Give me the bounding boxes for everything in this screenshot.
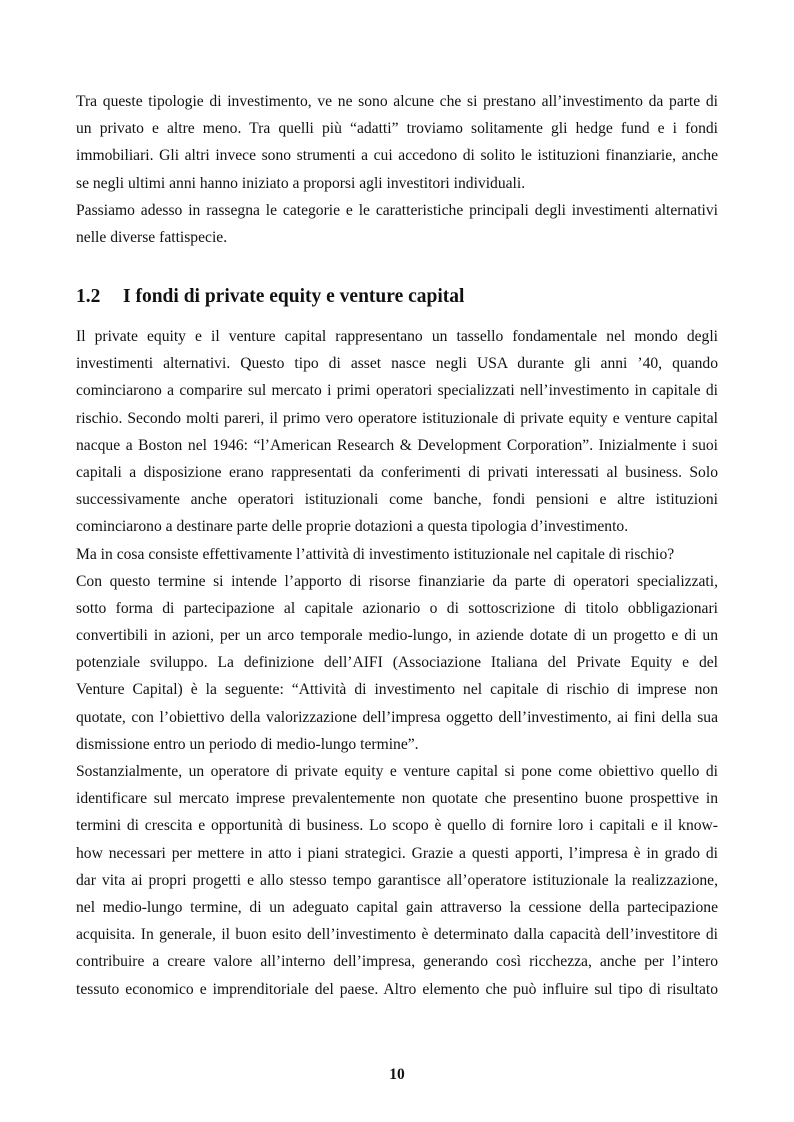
- text-line: dar vita ai propri progetti e allo stesso tempo garantisce all’operatore istituzionale la realizzazione,: [76, 871, 718, 889]
- section-heading: [76, 286, 464, 308]
- intro-paragraph: [76, 88, 718, 251]
- section-body: [76, 323, 718, 1003]
- text-line: dismissione entro un periodo di medio-lungo termine”.: [76, 735, 419, 753]
- text-line: convertibili in azioni, per un arco temporale medio-lungo, in aziende dotate di un progetto e di un: [76, 627, 718, 645]
- text-line: Ma in cosa consiste effettivamente l’attività di investimento istituzionale nel capitale di rischio?: [76, 545, 675, 563]
- text-line: investimenti alternativi. Questo tipo di asset nasce negli USA durante gli anni ’40, quando: [76, 355, 718, 373]
- text-line: Tra queste tipologie di investimento, ve ne sono alcune che si prestano all’investimento da parte di: [76, 93, 718, 110]
- text-line: nelle diverse fattispecie.: [76, 228, 228, 246]
- section-number: 1.2: [76, 286, 101, 307]
- text-line: how necessari per mettere in atto i piani strategici. Grazie a questi apporti, l’impresa è in grado di: [76, 844, 718, 862]
- text-line: immobiliari. Gli altri invece sono strumenti a cui accedono di solito le istituzioni finanziarie, anche: [76, 147, 718, 165]
- text-line: nel medio-lungo termine, di un adeguato capital gain attraverso la cessione della partecipazione: [76, 898, 718, 916]
- text-line: identificare sul mercato imprese prevalentemente non quotate che presentino buone prospettive in: [76, 790, 718, 808]
- text-line: contribuire a creare valore all’interno dell’impresa, generando così ricchezza, anche per l’intero: [76, 953, 718, 971]
- text-line: rischio. Secondo molti pareri, il primo vero operatore istituzionale di private equity e venture capital: [76, 409, 718, 427]
- page-number: 10: [389, 1066, 405, 1083]
- text-line: cominciarono a comparire sul mercato i primi operatori specializzati nell’investimento in capitale di: [76, 382, 718, 400]
- text-line: se negli ultimi anni hanno iniziato a proporsi agli investitori individuali.: [76, 174, 526, 192]
- text-line: Venture Capital) è la seguente: “Attività di investimento nel capitale di rischio di imprese non: [76, 681, 718, 699]
- text-line: potenziale sviluppo. La definizione dell’AIFI (Associazione Italiana del Private Equity e del: [76, 654, 718, 672]
- text-line: nacque a Boston nel 1946: “l’American Research & Development Corporation”. Inizialmente i suoi: [76, 436, 718, 454]
- text-line: Passiamo adesso in rassegna le categorie e le caratteristiche principali degli investimenti alternativi: [76, 201, 718, 219]
- text-line: capitali a disposizione erano rappresentati da conferimenti di privati interessati al business. Solo: [76, 463, 718, 481]
- text-line: un privato e altre meno. Tra quelli più “adatti” troviamo solitamente gli hedge fund e i fondi: [76, 120, 718, 138]
- text-line: quotate, con l’obiettivo della valorizzazione dell’impresa oggetto dell’investimento, ai fini della sua: [76, 708, 718, 726]
- text-line: successivamente anche operatori istituzionali come banche, fondi pensioni e altre istituzioni: [76, 491, 718, 509]
- text-line: termini di crescita e opportunità di business. Lo scopo è quello di fornire loro i capitali e il know-: [76, 817, 718, 835]
- text-line: Sostanzialmente, un operatore di private equity e venture capital si pone come obiettivo quello di: [76, 763, 718, 780]
- text-line: sotto forma di partecipazione al capitale azionario o di sottoscrizione di titolo obbligazionari: [76, 599, 718, 617]
- text-line: cominciarono a destinare parte delle proprie dotazioni a questa tipologia d’investimento.: [76, 518, 629, 536]
- text-line: Il private equity e il venture capital rappresentano un tassello fondamentale nel mondo degli: [76, 328, 718, 345]
- text-line: acquisita. In generale, il buon esito dell’investimento è determinato dalla capacità dell’investitore di: [76, 926, 718, 944]
- text-line: tessuto economico e imprenditoriale del paese. Altro elemento che può influire sul tipo di risultato: [76, 980, 718, 998]
- section-title: I fondi di private equity e venture capital: [123, 286, 465, 307]
- text-line: Con questo termine si intende l’apporto di risorse finanziarie da parte di operatori specializzati,: [76, 572, 718, 590]
